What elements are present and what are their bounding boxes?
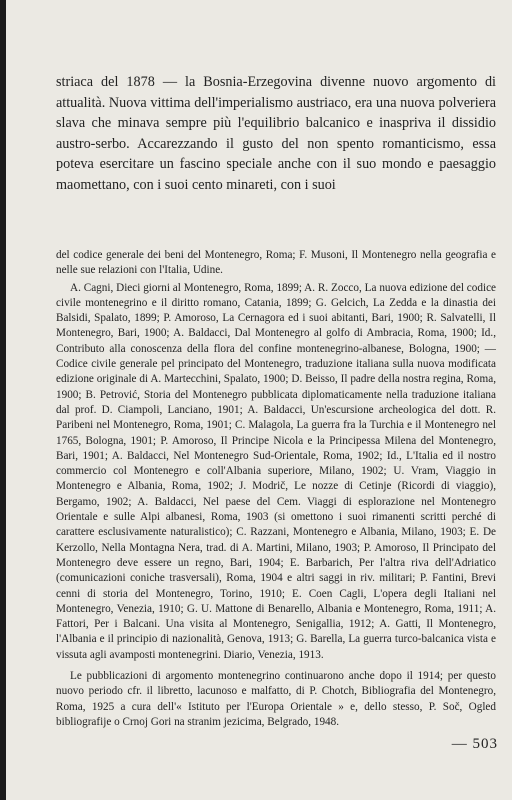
book-page xyxy=(6,0,512,800)
page-number: — 503 xyxy=(451,736,498,752)
main-text-paragraph: striaca del 1878 — la Bosnia-Erzegovina divenne nuovo argomento di attualità. Nuova vittima dell'imperialismo austriaco, era una nuova polveriera slava che minava sempre più l'equilibrio balcanico e inaspriva il dissidio austro-serbo. Accarezzando il gusto del non spento romanticismo, essa poteva esercitare un fascino speciale anche con il suo mondo e paesaggio maomettano, con i suoi cento minareti, con i suoi xyxy=(56,74,496,193)
footnote-bibliography: A. Cagni, Dieci giorni al Montenegro, Roma, 1899; A. R. Zocco, La nuova edizione del codice civile montenegrino e il diritto romano, Catania, 1899; G. Gelcich, La Zedda e la dinastia dei Balsidi, Spalato, 1899; P. Amoroso, La Cernagora ed i suoi abitanti, Bari, 1900; R. Salvatelli, Il Montenegro, Bari, 1900; A. Baldacci, Dal Montenegro al golfo di Ambracia, Roma, 1900; Id., Contributo alla conoscenza della flora del confine montenegrino-albanese, Bologna, 1900; — Codice civile generale pel principato del Montenegro, traduzione italiana sulla nuova modificata edizione originale di A. Martecchini, Spalato, 1900; D. Beisso, Il padre della nostra regina, Roma, 1900; B. Petrović, Storia del Montenegro pubblicata diplomaticamente nella traduzione italiana dal prof. D. Ciampoli, Lanciano, 1901; A. Baldacci, Un'escursione archeologica del dott. R. Paribeni nel Montenegro, Roma, 1901; C. Malagola, La guerra fra la Turchia e il Montenegro nel 1765, Bologna, 1901; P. Amoroso, Il Principe Nicola e la Principessa Milena del Montenegro, Bari, 1901; A. Baldacci, Nel Montenegro Sud-Orientale, Roma, 1902; Id., L'Italia ed il nostro commercio col Montenegro e coll'Albania superiore, Milano, 1902; U. Vram, Viaggio in Montenegro e Albania, Roma, 1902; J. Modrič, Le nozze di Cetinje (Ricordi di viaggio), Bergamo, 1902; A. Baldacci, Nel paese del Cem. Viaggi di esplorazione nel Montenegro Orientale e sulle Alpi albanesi, Roma, 1903 (si omettono i suoi rimanenti scritti perché di carattere esclusivamente naturalistico); C. Razzani, Montenegro e Albania, Milano, 1903; E. De Kerzollo, Nella Montagna Nera, trad. di A. Martini, Milano, 1903; P. Amoroso, Il Principato del Montenegro deve essere un regno, Bari, 1904; E. Barbarich, Per l'altra riva dell'Adriatico (comunicazioni coniche trasversali), Roma, 1904 e altri saggi in riv. militari; P. Fantini, Brevi cenni di storia del Montenegro, Torino, 1910; E. Coen Cagli, L'opera degli Italiani nel Montenegro, Venezia, 1910; G. U. Mattone di Benarello, Albania e Montenegro, Roma, 1911; A. Fattori, Per i Balcani. Una visita al Montenegro, Senigallia, 1912; A. Gatti, Il Montenegro, l'Albania e il principio di nazionalità, Genova, 1913; G. Barella, La guerra turco-balcanica vista e vissuta agli avamposti montenegrini. Diario, Venezia, 1913. xyxy=(56,281,496,661)
footnotes xyxy=(56,248,496,730)
footnote-continuation: del codice generale dei beni del Montenegro, Roma; F. Musoni, Il Montenegro nella geografia e nelle sue relazioni con l'Italia, Udine. xyxy=(56,249,496,277)
footnote-closing: Le pubblicazioni di argomento montenegrino continuarono anche dopo il 1914; per questo nuovo periodo cfr. il libretto, lacunoso e malfatto, di P. Chotch, Bibliografia del Montenegro, Roma, 1925 a cura dell'« Istituto per l'Europa Orientale » e, dello stesso, P. Soč, Ogled bibliografije o Crnoj Gori na stranim jezicima, Belgrado, 1948. xyxy=(56,670,496,728)
